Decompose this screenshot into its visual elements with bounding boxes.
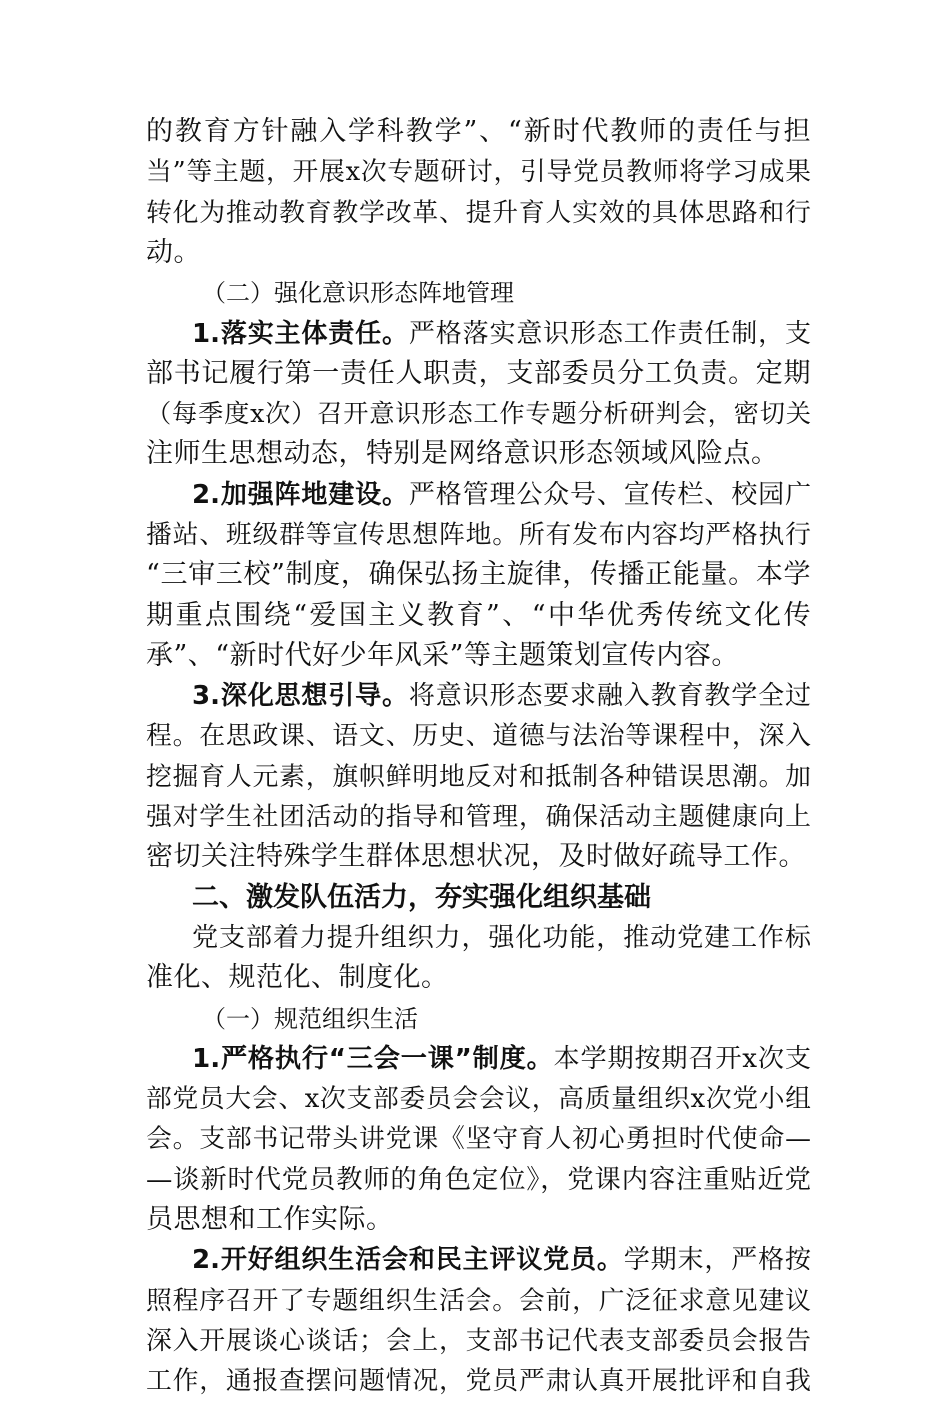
- item-lead: 2.加强阵地建设。: [192, 480, 409, 510]
- paragraph-line: “三审三校”制度，确保弘扬主旋律，传播正能量。本学: [146, 559, 811, 590]
- paragraph-line: 转化为推动教育教学改革、提升育人实效的具体思路和行: [146, 198, 811, 228]
- paragraph-text: 学期末，严格按: [623, 1245, 811, 1275]
- paragraph-text: 严格管理公众号、宣传栏、校园广: [408, 480, 811, 510]
- paragraph-line: 期重点围绕“爱国主义教育”、“中华优秀传统文化传: [146, 600, 811, 631]
- paragraph-line: 会。支部书记带头讲党课《坚守育人初心勇担时代使命—: [146, 1124, 811, 1154]
- subsection-heading: （一）规范组织生活: [202, 1005, 418, 1033]
- paragraph-line: 强对学生社团活动的指导和管理，确保活动主题健康向上: [146, 802, 811, 832]
- paragraph-line: 挖掘育人元素，旗帜鲜明地反对和抵制各种错误思潮。加: [146, 762, 811, 792]
- paragraph-text: 本学期按期召开x次支: [553, 1044, 811, 1074]
- paragraph-line: 工作，通报查摆问题情况，党员严肃认真开展批评和自我: [146, 1366, 811, 1396]
- section-heading: 二、激发队伍活力，夯实强化组织基础: [192, 882, 651, 913]
- paragraph-line: 的教育方针融入学科教学”、“新时代教师的责任与担: [146, 116, 811, 147]
- paragraph-line: 部党员大会、x次支部委员会会议，高质量组织x次党小组: [146, 1084, 811, 1114]
- paragraph-line: 照程序召开了专题组织生活会。会前，广泛征求意见建议: [146, 1286, 811, 1316]
- paragraph-first-line: [192, 475, 811, 515]
- paragraph-line: 党支部着力提升组织力，强化功能，推动党建工作标: [192, 923, 811, 953]
- paragraph-text: 将意识形态要求融入教育教学全过: [408, 681, 811, 711]
- paragraph-line: 员思想和工作实际。: [146, 1204, 394, 1235]
- paragraph-line: 深入开展谈心谈话；会上，支部书记代表支部委员会报告: [146, 1326, 811, 1356]
- item-lead: 3.深化思想引导。: [192, 681, 409, 711]
- item-lead: 1.严格执行“三会一课”制度。: [192, 1044, 554, 1074]
- paragraph-first-line: [192, 676, 811, 716]
- paragraph-line: （每季度x次）召开意识形态工作专题分析研判会，密切关: [146, 399, 811, 428]
- paragraph-line: 承”、“新时代好少年风采”等主题策划宣传内容。: [146, 640, 739, 671]
- paragraph-line: 播站、班级群等宣传思想阵地。所有发布内容均严格执行: [146, 520, 811, 550]
- paragraph-line: 注师生思想动态，特别是网络意识形态领域风险点。: [146, 438, 779, 469]
- item-lead: 2.开好组织生活会和民主评议党员。: [192, 1245, 624, 1275]
- paragraph-first-line: [192, 314, 811, 354]
- paragraph-line: 动。: [146, 237, 201, 268]
- paragraph-line: 准化、规范化、制度化。: [146, 962, 449, 993]
- paragraph-first-line: [192, 1039, 811, 1079]
- paragraph-line: 程。在思政课、语文、历史、道德与法治等课程中，深入: [146, 721, 811, 751]
- paragraph-first-line: [192, 1240, 811, 1280]
- paragraph-line: 部书记履行第一责任人职责，支部委员分工负责。定期: [146, 358, 811, 389]
- paragraph-line: 当”等主题，开展x次专题研讨，引导党员教师将学习成果: [146, 157, 811, 187]
- paragraph-line: —谈新时代党员教师的角色定位》，党课内容注重贴近党: [146, 1165, 811, 1195]
- paragraph-line: 密切关注特殊学生群体思想状况，及时做好疏导工作。: [146, 841, 806, 872]
- subsection-heading: （二）强化意识形态阵地管理: [202, 279, 514, 307]
- paragraph-text: 严格落实意识形态工作责任制，支: [408, 319, 811, 349]
- item-lead: 1.落实主体责任。: [192, 319, 409, 349]
